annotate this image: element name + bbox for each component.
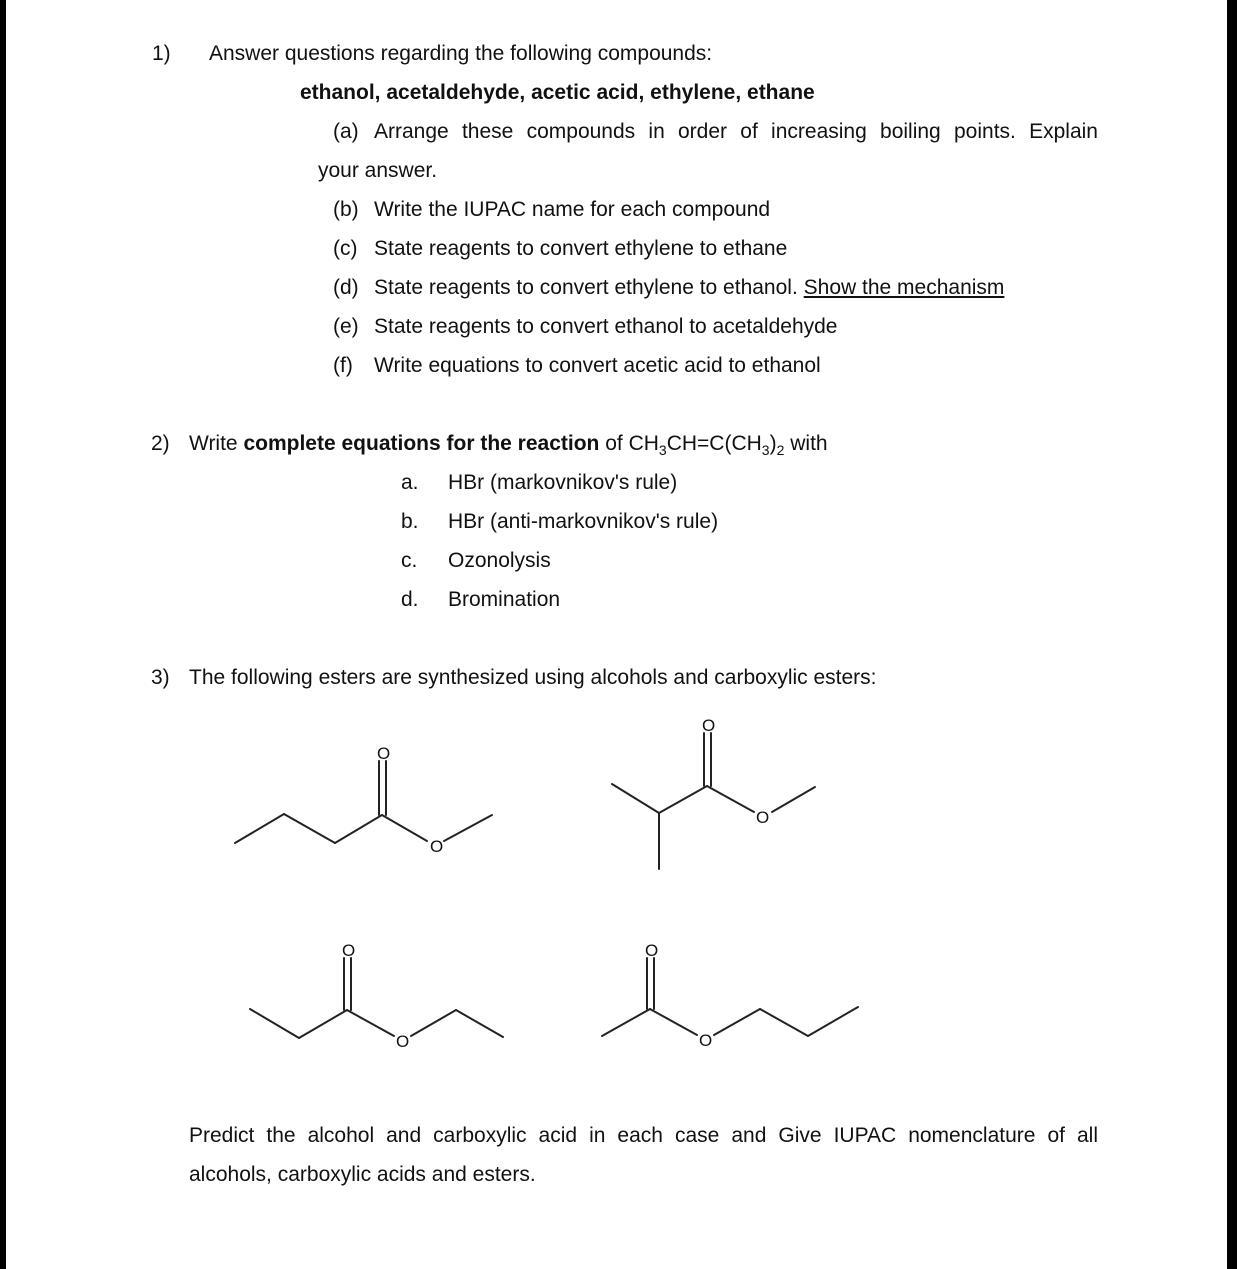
atom-carbonyl-oxygen: O [377,744,391,763]
q1-part-a-text: Arrange these compounds in order of increasing boiling points. Explain [374,120,1098,143]
q2-item-b-text: HBr (anti-markovnikov's rule) [448,510,719,533]
q1-part-c-label: (c) [333,237,358,260]
q1-part-e-label: (e) [333,315,359,338]
q2-pre: Write [189,432,238,455]
bond [411,1010,456,1036]
q1-part-a-label: (a) [333,120,359,143]
bond [444,815,492,841]
atom-carbonyl-oxygen: O [342,941,356,960]
atom-ester-oxygen: O [699,1031,713,1050]
q2-item-c-label: c. [401,549,418,572]
q2-item-d-text: Bromination [448,588,561,611]
atom-carbonyl-oxygen: O [702,716,716,735]
q3-intro: The following esters are synthesized using alcohols and carboxylic esters: [189,666,877,689]
bond [235,814,284,843]
q3-number: 3) [151,666,170,689]
q2-item-b-label: b. [401,510,419,533]
structure-methyl-2-methylpropanoate [604,712,824,877]
bond [456,1010,503,1037]
structure-propyl-ethanoate [596,938,866,1053]
q1-part-e-text: State reagents to convert ethanol to acetaldehyde [374,315,838,338]
bond [284,814,335,843]
q2-item-d-label: d. [401,588,419,611]
q2-item-c-text: Ozonolysis [448,549,551,572]
q1-intro: Answer questions regarding the following compounds: [209,42,713,65]
q1-part-c-text: State reagents to convert ethylene to ethane [374,237,788,260]
bond [347,1010,394,1036]
bond [714,1009,760,1035]
q1-part-b-text: Write the IUPAC name for each compound [374,198,771,221]
q1-part-d-link: Show the mechanism [803,276,1005,299]
bond [659,786,707,813]
atom-ester-oxygen: O [430,837,444,856]
q3-predict-line1: Predict the alcohol and carboxylic acid in each case and Give IUPAC nomenclature of all [189,1124,1098,1147]
q1-part-f-label: (f) [333,354,353,377]
bond [250,1009,299,1038]
q1-number: 1) [152,42,171,65]
bond [760,1009,808,1036]
q1-compounds: ethanol, acetaldehyde, acetic acid, ethylene, ethane [300,81,815,104]
q2-question [189,431,828,463]
q2-bold: complete equations for the reaction [243,432,600,455]
bond [335,815,382,843]
q1-part-b-label: (b) [333,198,359,221]
bond [650,1009,697,1035]
q1-part-d-text: State reagents to convert ethylene to ethanol. [374,276,798,299]
bond [299,1010,347,1038]
bond [382,815,427,841]
bond [707,786,754,812]
structure-methyl-propanoate [230,740,500,860]
structure-ethyl-propanoate [244,938,509,1053]
q1-part-f-text: Write equations to convert acetic acid to ethanol [374,354,821,377]
q3-predict-line2: alcohols, carboxylic acids and esters. [189,1163,536,1186]
bond [612,784,659,813]
bond [772,787,815,812]
q2-item-a-label: a. [401,471,419,494]
atom-ester-oxygen: O [396,1032,410,1051]
document-page [6,0,1227,1269]
q2-item-a-text: HBr (markovnikov's rule) [448,471,678,494]
atom-ester-oxygen: O [756,808,770,827]
q1-part-a-cont: your answer. [318,159,438,182]
q2-number: 2) [151,432,170,455]
q2-formula: of $CH_3CH=C(CH_3)_2$ [605,432,785,459]
bond [602,1009,650,1036]
bond [808,1007,858,1036]
q1-part-d-label: (d) [333,276,359,299]
q1-part-d-line [374,275,1004,301]
atom-carbonyl-oxygen: O [645,941,659,960]
q2-post: with [790,432,828,455]
